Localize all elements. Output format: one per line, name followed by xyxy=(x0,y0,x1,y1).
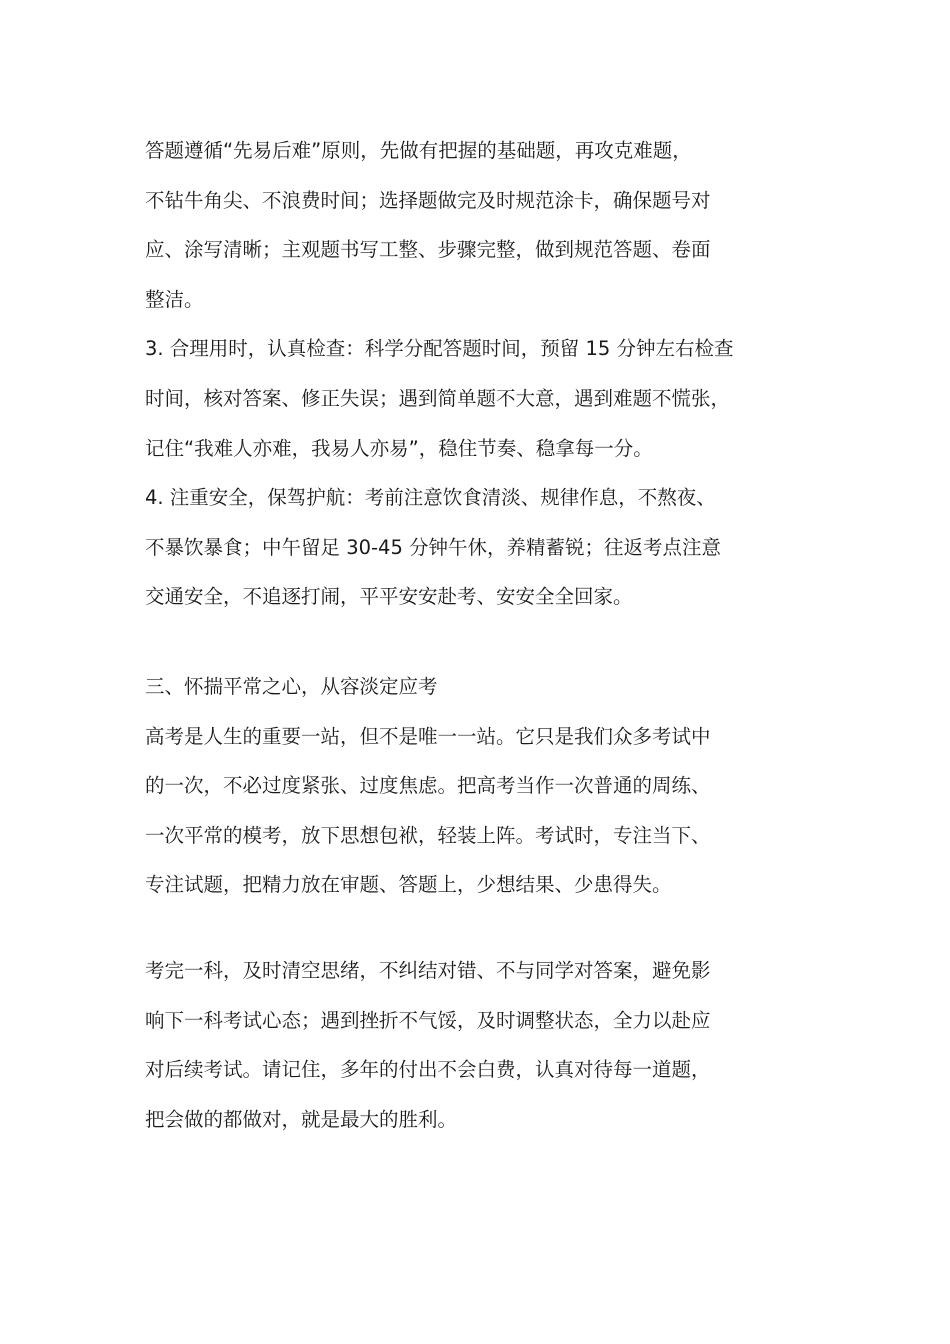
text-line: 不钻牛角尖、不浪费时间；选择题做完及时规范涂卡，确保题号对 xyxy=(145,188,711,212)
paragraph-answering-principles xyxy=(145,126,815,324)
text-line: 把会做的都做对，就是最大的胜利。 xyxy=(145,1107,458,1131)
text-line: 的一次，不必过度紧张、过度焦虑。把高考当作一次普通的周练、 xyxy=(145,774,711,798)
text-line: 考完一科，及时清空思绪，不纠结对错、不与同学对答案，避免影 xyxy=(145,958,711,982)
paragraph-safety xyxy=(145,473,815,622)
text-line: 整洁。 xyxy=(145,287,204,311)
paragraph-after-exam xyxy=(145,946,815,1144)
text-line: 记住“我难人亦难，我易人亦易”，稳住节奏、稳拿每一分。 xyxy=(145,436,653,460)
text-line: 响下一科考试心态；遇到挫折不气馁，及时调整状态，全力以赴应 xyxy=(145,1008,711,1032)
text-line: 交通安全，不追逐打闹，平平安安赴考、安安全全回家。 xyxy=(145,585,633,609)
text-line: 应、涂写清晰；主观题书写工整、步骤完整，做到规范答题、卷面 xyxy=(145,238,711,262)
text-line: 3. 合理用时，认真检查：科学分配答题时间，预留 15 分钟左右检查 xyxy=(145,337,734,361)
paragraph-time-management xyxy=(145,324,815,473)
text-line: 4. 注重安全，保驾护航：考前注意饮食清淡、规律作息，不熬夜、 xyxy=(145,486,716,510)
paragraph-spacer xyxy=(145,622,815,662)
section-calm-mindset xyxy=(145,662,815,910)
text-line: 一次平常的模考，放下思想包袱，轻装上阵。考试时，专注当下、 xyxy=(145,823,711,847)
text-line: 对后续考试。请记住，多年的付出不会白费，认真对待每一道题， xyxy=(145,1058,711,1082)
paragraph-spacer xyxy=(145,910,815,946)
text-line: 时间，核对答案、修正失误；遇到简单题不大意，遇到难题不慌张， xyxy=(145,386,731,410)
text-line: 专注试题，把精力放在审题、答题上，少想结果、少患得失。 xyxy=(145,873,672,897)
text-line: 答题遵循“先易后难”原则，先做有把握的基础题，再攻克难题， xyxy=(145,139,692,162)
text-line: 高考是人生的重要一站，但不是唯一一站。它只是我们众多考试中 xyxy=(145,724,711,748)
section-heading: 三、怀揣平常之心，从容淡定应考 xyxy=(145,674,438,698)
text-line: 不暴饮暴食；中午留足 30-45 分钟午休，养精蓄锐；往返考点注意 xyxy=(145,535,722,559)
document-body xyxy=(145,126,815,1144)
